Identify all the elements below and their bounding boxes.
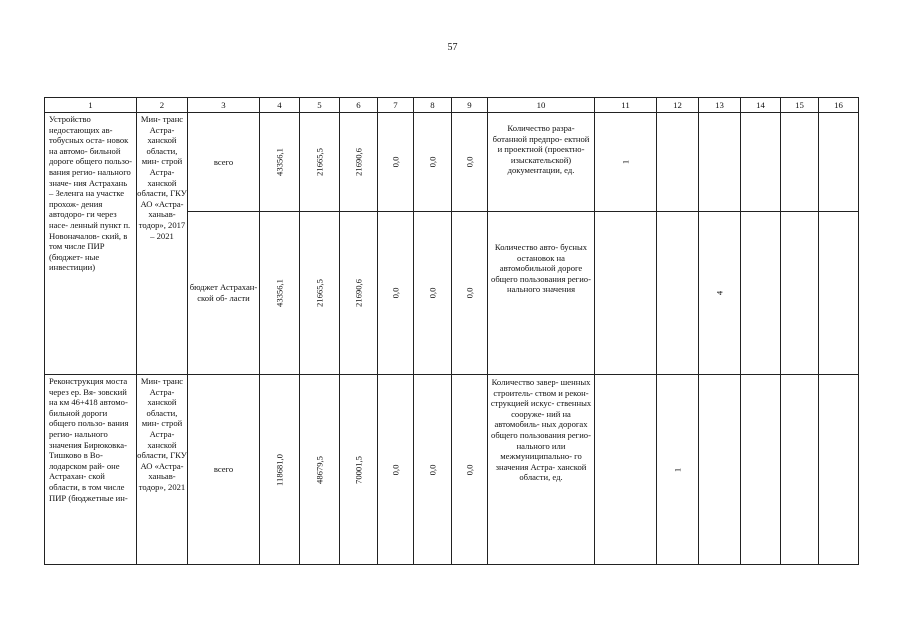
year-value-cell (741, 113, 781, 212)
value-text: 0,0 (427, 464, 438, 475)
year-value-text: 4 (714, 290, 725, 296)
header-cell: 12 (657, 98, 699, 113)
header-cell: 15 (781, 98, 819, 113)
funding-source-cell: бюджет Астрахан- ской об- ласти (188, 212, 260, 375)
header-cell: 2 (137, 98, 188, 113)
year-value-cell (781, 375, 819, 565)
value-text: 21690,6 (353, 279, 364, 307)
header-cell: 10 (488, 98, 595, 113)
year-value-cell (741, 212, 781, 375)
header-cell: 6 (340, 98, 378, 113)
year-value-cell (819, 212, 859, 375)
executor-cell: Мин- транс Астра- ханской области, мин- строй Астра- ханской области, ГКУ АО «Астра- ханьав- тодор», 2021 (137, 375, 188, 565)
year-value-cell (657, 375, 699, 565)
value-cell (260, 113, 300, 212)
header-row (45, 98, 859, 113)
indicator-cell: Количество разра- ботанной предпро- ектной и проектной (проектно- изыскательской) документации, ед. (488, 113, 595, 212)
value-text: 0,0 (390, 464, 401, 475)
value-cell (414, 375, 452, 565)
funding-source-cell: всего (188, 375, 260, 565)
value-cell (340, 212, 378, 375)
year-value-cell (595, 113, 657, 212)
value-cell (260, 375, 300, 565)
value-cell (260, 212, 300, 375)
year-value-cell (781, 113, 819, 212)
year-value-cell (819, 375, 859, 565)
indicator-cell: Количество завер- шенных строитель- ством и рекон- струкцией искус- ственных сооруже- ний на автомобиль- ных дорогах общего пользования регио- нального или межмуниципально- го значения Астра- ханской области, ед. (488, 375, 595, 565)
year-value-cell (781, 212, 819, 375)
value-text: 0,0 (464, 287, 475, 299)
value-cell (378, 375, 414, 565)
value-text: 48679,5 (314, 455, 325, 484)
header-cell: 1 (45, 98, 137, 113)
header-cell: 3 (188, 98, 260, 113)
value-cell (300, 212, 340, 375)
value-text: 118681,0 (274, 453, 285, 486)
value-text: 0,0 (390, 156, 401, 168)
header-cell: 14 (741, 98, 781, 113)
year-value-cell (699, 375, 741, 565)
header-cell: 11 (595, 98, 657, 113)
value-cell (378, 113, 414, 212)
table-row (45, 113, 859, 212)
year-value-cell (741, 375, 781, 565)
value-cell (300, 375, 340, 565)
value-text: 43356,1 (274, 279, 285, 307)
header-cell: 9 (452, 98, 488, 113)
value-text: 0,0 (464, 156, 475, 168)
indicator-cell: Количество авто- бусных остановок на автомобильной дороге общего пользования регио- нального значения (488, 212, 595, 375)
year-value-cell (657, 212, 699, 375)
year-value-cell (819, 113, 859, 212)
executor-cell: Мин- транс Астра- ханской области, мин- строй Астра- ханской области, ГКУ АО «Астра- ханьав- тодор», 2017 – 2021 (137, 113, 188, 375)
object-name-cell: Реконструкция моста через ер. Вя- зовский на км 46+418 автомо- бильной дороги общего пользо- вания регио- нального значения Бирюковка- Тишково в Во- лодарском рай- оне Астрахан- ской области, в том числе ПИР (бюджетные ин- (45, 375, 137, 565)
data-table (44, 97, 859, 565)
header-cell: 5 (300, 98, 340, 113)
header-cell: 8 (414, 98, 452, 113)
table-row (45, 375, 859, 565)
header-cell: 13 (699, 98, 741, 113)
value-text: 21665,5 (314, 148, 325, 176)
value-cell (340, 375, 378, 565)
value-cell (340, 113, 378, 212)
year-value-cell (595, 212, 657, 375)
value-text: 43356,1 (274, 148, 285, 176)
value-cell (300, 113, 340, 212)
header-cell: 16 (819, 98, 859, 113)
value-text: 0,0 (427, 156, 438, 168)
value-text: 21665,5 (314, 279, 325, 307)
value-text: 21690,6 (353, 148, 364, 176)
page-number: 57 (447, 42, 458, 53)
year-value-cell (657, 113, 699, 212)
value-text: 0,0 (464, 464, 475, 475)
value-cell (378, 212, 414, 375)
value-cell (452, 113, 488, 212)
year-value-cell (595, 375, 657, 565)
value-cell (452, 212, 488, 375)
value-text: 0,0 (427, 287, 438, 299)
value-cell (452, 375, 488, 565)
value-text: 0,0 (390, 287, 401, 299)
value-text: 70001,5 (353, 455, 364, 484)
object-name-cell: Устройство недостающих ав- тобусных оста- новок на автомо- бильной дороге общего пользо- вания регио- нального значе- ния Астрахань – Зеленга на участке прохож- дения автодоро- ги через насе- ленный пункт п. Новоначалов- ский, в том числе ПИР (бюджет- ные инвестиции) (45, 113, 137, 375)
year-value-text: 1 (672, 467, 683, 472)
header-cell: 4 (260, 98, 300, 113)
year-value-cell (699, 212, 741, 375)
year-value-cell (699, 113, 741, 212)
year-value-text: 1 (620, 159, 631, 165)
value-cell (414, 212, 452, 375)
funding-source-cell: всего (188, 113, 260, 212)
header-cell: 7 (378, 98, 414, 113)
value-cell (414, 113, 452, 212)
